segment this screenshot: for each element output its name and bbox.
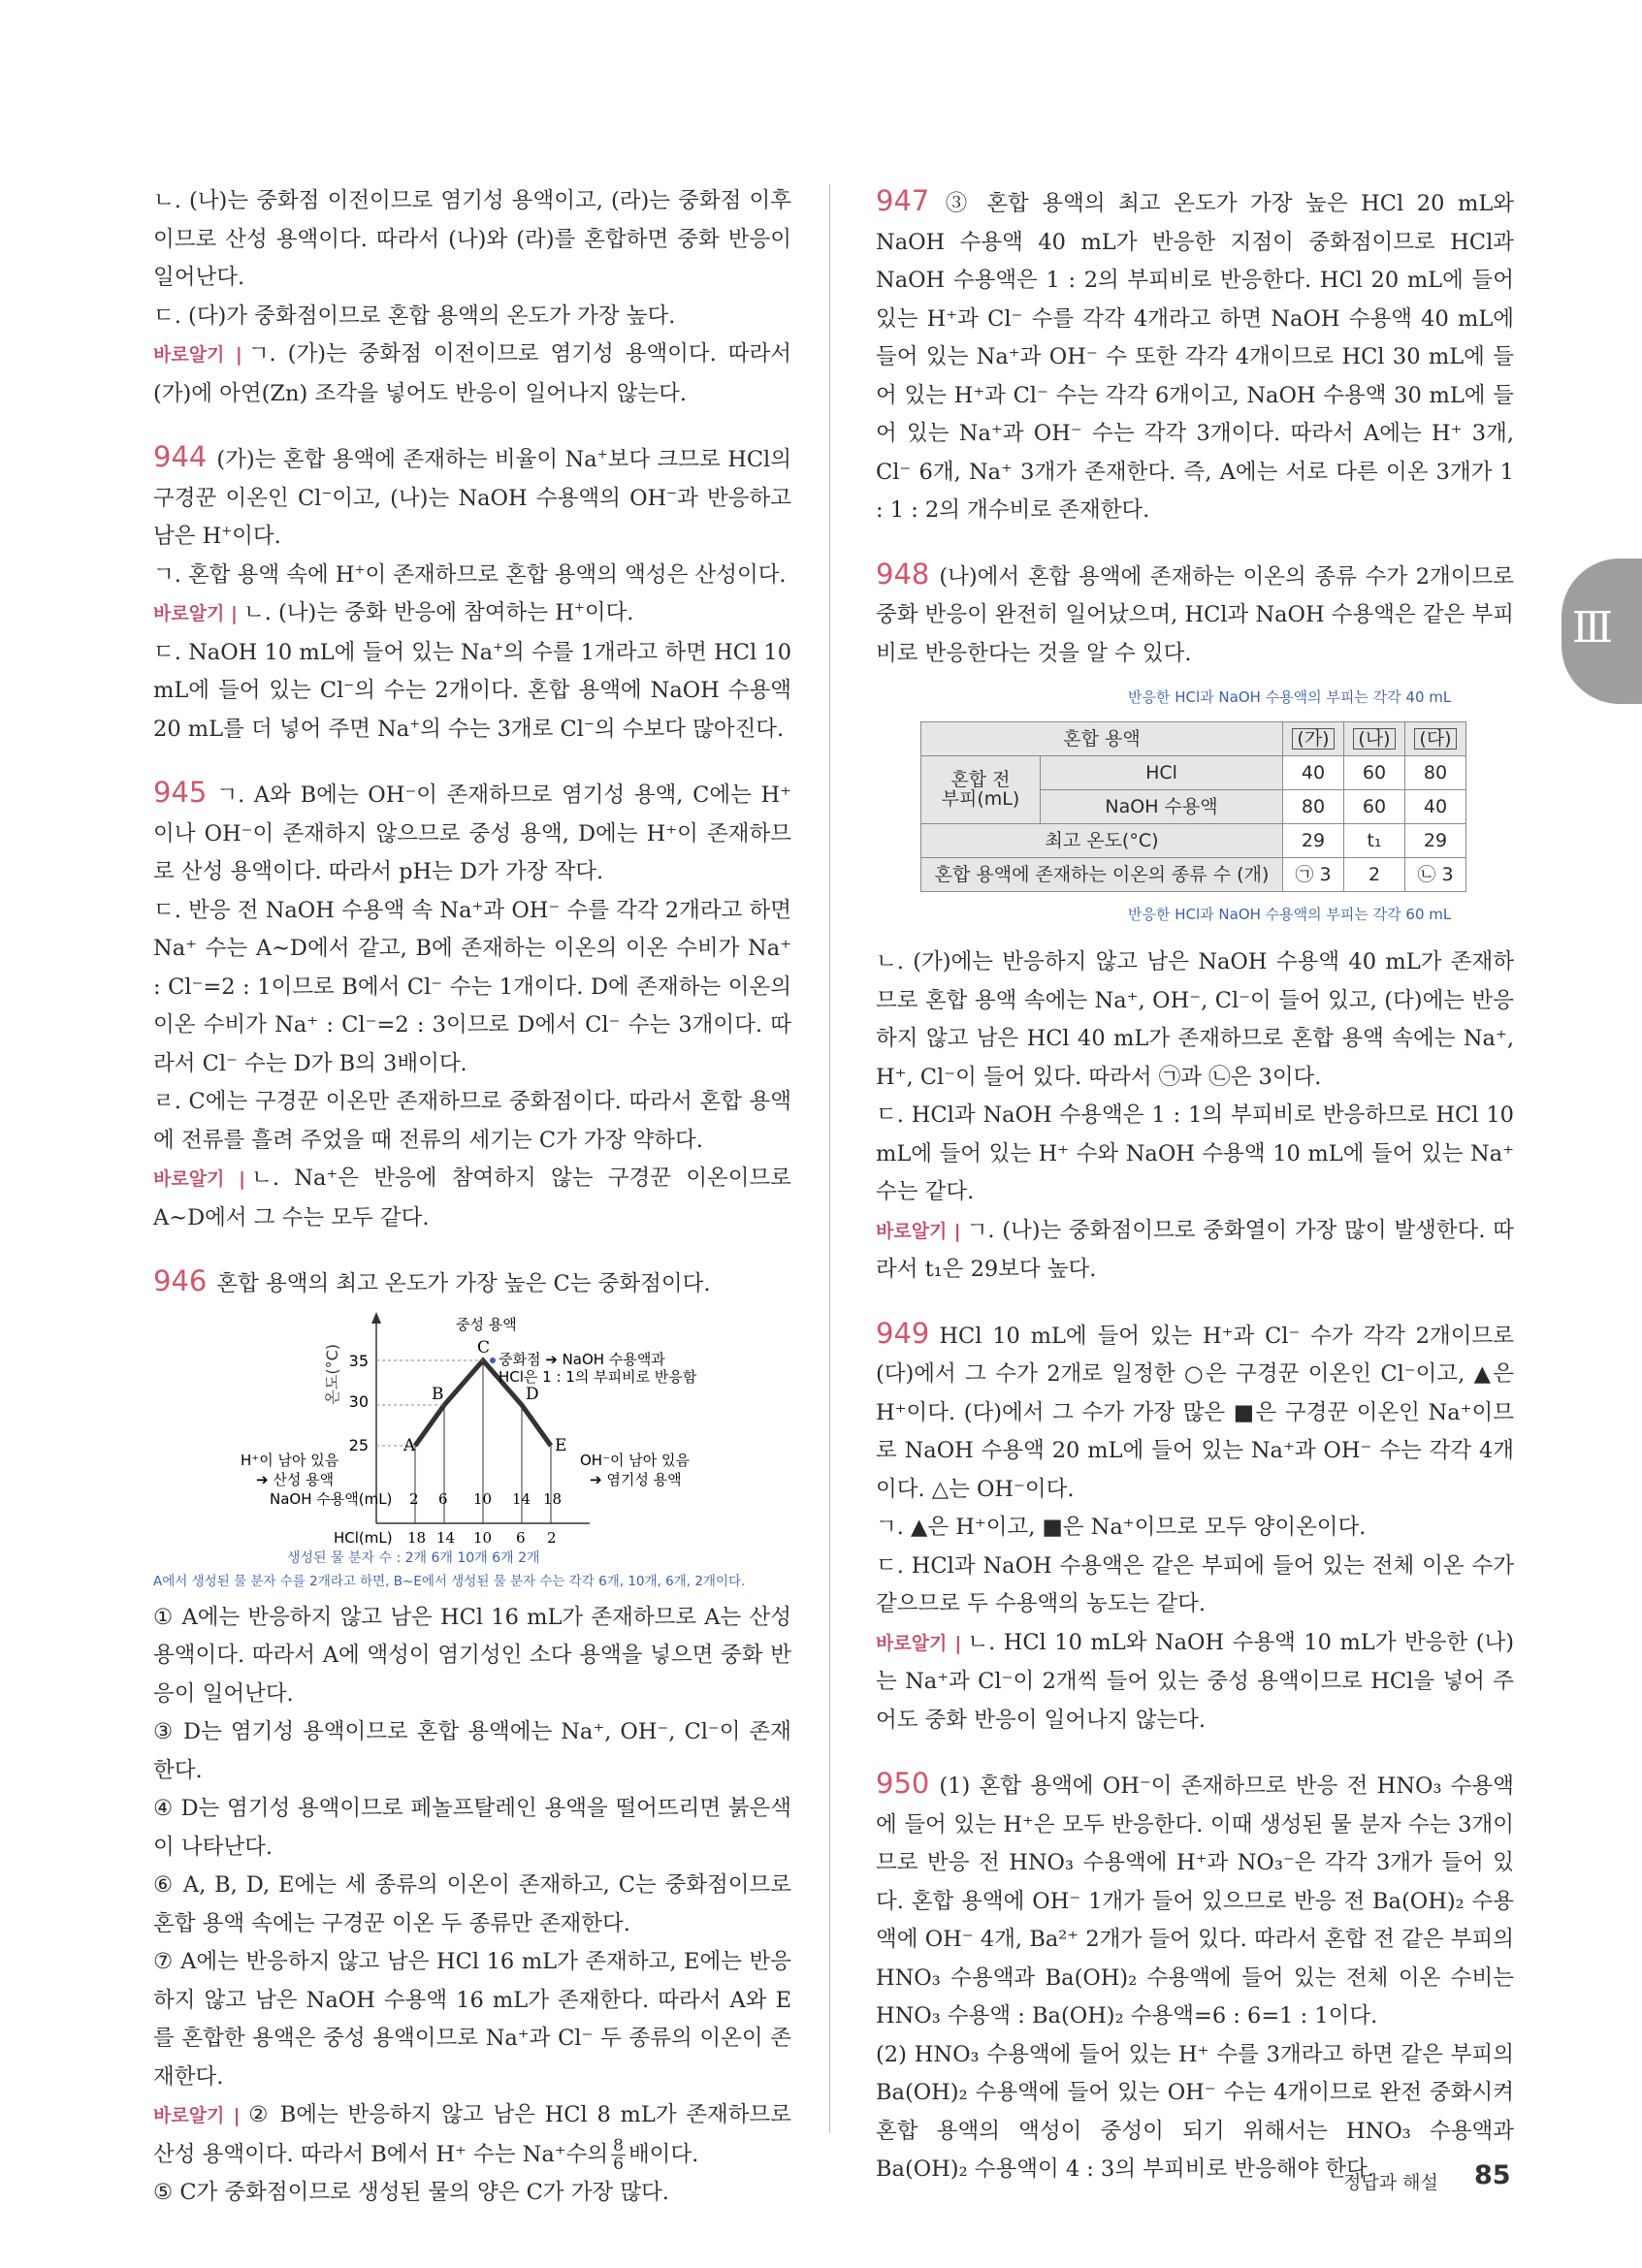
wrong-label: 바로알기 | xyxy=(153,344,242,366)
cell: 60 xyxy=(1344,755,1405,789)
q945-number: 945 xyxy=(153,776,208,809)
q948-table xyxy=(920,721,1466,892)
water-count: 생성된 물 분자 수 : 2개 6개 10개 6개 2개 xyxy=(287,1549,540,1566)
right-column xyxy=(876,182,1514,2189)
wrong-label: 바로알기 | xyxy=(153,603,238,624)
y-axis-label: 온도(°C) xyxy=(323,1343,341,1405)
chapter-tab-label: Ⅲ xyxy=(1571,603,1614,653)
q948-p3: ㄷ. HCl과 NaOH 수용액은 1 : 1의 부피비로 반응하므로 HCl 10 mL에 들어 있는 H⁺ 수와 NaOH 수용액 10 mL에 들어 있는 Na⁺ 수는 같다. xyxy=(876,1102,1514,1204)
cell: t₁ xyxy=(1344,823,1405,857)
naoh-val: 18 xyxy=(543,1489,563,1508)
table-head: (다) xyxy=(1414,728,1456,750)
q950-p1: 950 (1) 혼합 용액에 OH⁻이 존재하므로 반응 전 HNO₃ 수용액에 들어 있는 H⁺은 모두 반응한다. 이때 생성된 물 분자 수는 3개이므로 반응 전 HNO₃ 수용액에 H⁺과 NO₃⁻은 각각 3개가 들어 있다. 혼합 용액에 OH⁻ 1개가 들어 있으므로 반응 전 Ba(OH)₂ 수용액에 OH⁻ 4개, Ba²⁺ 2개가 들어 있다. 따라서 혼합 전 같은 부피의 HNO₃ 수용액과 Ba(OH)₂ 수용액에 들어 있는 전체 이온 수비는 HNO₃ 수용액 : Ba(OH)₂ 수용액=6 : 6=1 : 1이다. xyxy=(876,1767,1514,2028)
cell: 80 xyxy=(1283,789,1344,823)
q945-wrong: 바로알기 | ㄴ. Na⁺은 반응에 참여하지 않는 구경꾼 이온이므로 A~D에서 그 수는 모두 같다. xyxy=(153,1166,791,1230)
q946-p5: ⑤ C가 중화점이므로 생성된 물의 양은 C가 가장 많다. xyxy=(153,2180,669,2205)
note-acid-2: ➔ 산성 용액 xyxy=(256,1470,335,1488)
q946-intro: 946 혼합 용액의 최고 온도가 가장 높은 C는 중화점이다. xyxy=(153,1264,711,1297)
note-acid-1: H⁺이 남아 있음 xyxy=(241,1451,339,1469)
cell: 29 xyxy=(1283,823,1344,857)
cell: 40 xyxy=(1283,755,1344,789)
q944-g: ㄱ. 혼합 용액 속에 H+이 존재하므로 혼합 용액의 액성은 산성이다. xyxy=(153,561,787,588)
point-label: D xyxy=(526,1384,539,1404)
q950-number: 950 xyxy=(876,1767,930,1800)
hcl-val: 6 xyxy=(516,1528,526,1547)
q944-section xyxy=(153,438,791,749)
note-ratio: HCl은 1 : 1의 부피비로 반응함 xyxy=(499,1367,697,1386)
q949-p3: ㄷ. HCl과 NaOH 수용액은 같은 부피에 들어 있는 전체 이온 수가 같으므로 두 수용액의 농도는 같다. xyxy=(876,1552,1514,1616)
q944-number: 944 xyxy=(153,440,208,473)
cell: 2 xyxy=(1344,857,1405,891)
wrong-label: 바로알기 | xyxy=(153,2105,241,2126)
table-head: 혼합 용액 xyxy=(921,721,1283,755)
q944-wrong: 바로알기 | ㄴ. (나)는 중화 반응에 참여하는 H+이다. xyxy=(153,600,634,625)
q946-p3: ③ D는 염기성 용액이므로 혼합 용액에는 Na⁺, OH⁻, Cl⁻이 존재한다. xyxy=(153,1719,791,1783)
q949-text: 949 HCl 10 mL에 들어 있는 H⁺과 Cl⁻ 수가 각각 2개이므로 (다)에서 그 수가 2개로 일정한 ○은 구경꾼 이온인 Cl⁻이고, ▲은 H⁺이다. (다)에서 그 수가 가장 많은 ■은 구경꾼 이온인 Na⁺이므로 NaOH 수용액 20 mL에 들어 있는 Na⁺과 OH⁻ 수는 각각 4개이다. △는 OH⁻이다. xyxy=(876,1316,1514,1502)
wrong-label: 바로알기 | xyxy=(876,1220,961,1242)
hcl-label: HCl(mL) xyxy=(334,1528,393,1547)
q943-tail-2: ㄷ. (다)가 중화점이므로 혼합 용액의 온도가 가장 높다. xyxy=(153,303,676,329)
naoh-val: 2 xyxy=(409,1489,419,1508)
q950-section xyxy=(876,1765,1514,2189)
table-head: (가) xyxy=(1292,728,1334,750)
q949-p2: ㄱ. ▲은 H⁺이고, ■은 Na⁺이므로 모두 양이온이다. xyxy=(876,1515,1367,1540)
point-label: C xyxy=(477,1337,491,1358)
note-base-2: ➔ 염기성 용액 xyxy=(590,1470,682,1488)
naoh-val: 10 xyxy=(473,1489,493,1508)
q944-d: ㄷ. NaOH 10 mL에 들어 있는 Na+의 수를 1개라고 하면 HCl 10 mL에 들어 있는 Cl−의 수는 2개이다. 혼합 용액에 NaOH 수용액 20 mL를 더 넣어 주면 Na+의 수는 3개로 Cl−의 수보다 많아진다. xyxy=(153,639,792,742)
q946-temperature-graph xyxy=(153,1310,791,1593)
q943-tail-1: ㄴ. (나)는 중화점 이전이므로 염기성 용액이고, (라)는 중화점 이후이므로 산성 용액이다. 따라서 (나)와 (라)를 혼합하면 중화 반응이 일어난다. xyxy=(153,188,791,290)
cell: ㉡ 3 xyxy=(1405,857,1466,891)
note-dot xyxy=(490,1358,496,1363)
naoh-label: NaOH 수용액(mL) xyxy=(270,1489,393,1508)
q945-section xyxy=(153,774,791,1237)
row-label: 혼합 용액에 존재하는 이온의 종류 수 (개) xyxy=(921,857,1283,891)
naoh-val: 6 xyxy=(438,1489,448,1508)
left-column xyxy=(153,182,791,2213)
row-label: NaOH 수용액 xyxy=(1041,789,1283,823)
cell: 40 xyxy=(1405,789,1466,823)
y-tick: 30 xyxy=(348,1391,369,1411)
hcl-val: 14 xyxy=(436,1528,456,1547)
q946-p1: ① A에는 반응하지 않고 남은 HCl 16 mL가 존재하므로 A는 산성 용액이다. 따라서 A에 액성이 염기성인 소다 용액을 넣으면 중화 반응이 일어난다. xyxy=(153,1604,791,1707)
q944-intro: 944 (가)는 혼합 용액에 존재하는 비율이 Na+보다 크므로 HCl의 구경꾼 이온인 Cl−이고, (나)는 NaOH 수용액의 OH−과 반응하고 남은 H+이다. xyxy=(153,440,792,549)
point-label: E xyxy=(555,1435,567,1455)
q948-p2: ㄴ. (가)에는 반응하지 않고 남은 NaOH 수용액 40 mL가 존재하므로 혼합 용액 속에는 Na⁺, OH⁻, Cl⁻이 들어 있고, (다)에는 반응하지 않고 남은 HCl 40 mL가 존재하므로 혼합 용액 속에는 Na⁺, H⁺, Cl⁻이 들어 있다. 따라서 ㉠과 ㉡은 3이다. xyxy=(876,949,1514,1090)
cell: 60 xyxy=(1344,789,1405,823)
q947-text: 947 ③ 혼합 용액의 최고 온도가 가장 높은 HCl 20 mL와 NaOH 수용액 40 mL가 반응한 지점이 중화점이므로 HCl과 NaOH 수용액은 1 : 2의 부피비로 반응한다. HCl 20 mL에 들어 있는 H⁺과 Cl⁻ 수를 각각 4개라고 하면 NaOH 수용액 40 mL에 들어 있는 Na⁺과 OH⁻ 수 또한 각각 4개이므로 HCl 30 mL에 들어 있는 H⁺과 Cl⁻ 수는 각각 6개이고, NaOH 수용액 30 mL에 들어 있는 Na⁺과 OH⁻ 수는 각각 3개이다. 따라서 A에는 H⁺ 3개, Cl⁻ 6개, Na⁺ 3개가 존재한다. 즉, A에는 서로 다른 이온 3개가 1 : 1 : 2의 개수비로 존재한다. xyxy=(876,184,1514,523)
group-label: 혼합 전 xyxy=(950,769,1011,790)
q946-number: 946 xyxy=(153,1264,208,1297)
row-label: 최고 온도(°C) xyxy=(921,823,1283,857)
q948-section xyxy=(876,556,1514,1290)
page-number: 85 xyxy=(1474,2160,1511,2190)
y-axis-arrow xyxy=(371,1312,381,1324)
q943-wrong-text: ㄱ. (가)는 중화점 이전이므로 염기성 용액이다. 따라서 (가)에 아연(Zn) 조각을 넣어도 반응이 일어나지 않는다. xyxy=(153,341,791,406)
q946-p6: ⑥ A, B, D, E에는 세 종류의 이온이 존재하고, C는 중화점이므로 혼합 용액 속에는 구경꾼 이온 두 종류만 존재한다. xyxy=(153,1872,791,1936)
column-divider xyxy=(829,184,830,2133)
y-tick: 35 xyxy=(348,1351,369,1370)
q946-p4: ④ D는 염기성 용액이므로 페놀프탈레인 용액을 떨어뜨리면 붉은색이 나타난다. xyxy=(153,1796,791,1860)
q948-intro: 948 (나)에서 혼합 용액에 존재하는 이온의 종류 수가 2개이므로 중화 반응이 완전히 일어났으며, HCl과 NaOH 수용액은 같은 부피비로 반응한다는 것을 알 수 있다. xyxy=(876,557,1514,666)
q949-section xyxy=(876,1315,1514,1741)
hcl-val: 10 xyxy=(473,1528,493,1547)
group-label: 부피(mL) xyxy=(941,788,1020,810)
wrong-label: 바로알기 | xyxy=(153,1168,246,1190)
cell: 80 xyxy=(1405,755,1466,789)
q945-p3: ㄹ. C에는 구경꾼 이온만 존재하므로 중화점이다. 따라서 혼합 용액에 전류를 흘려 주었을 때 전류의 세기는 C가 가장 약하다. xyxy=(153,1089,791,1153)
q946-wrong: 바로알기 | ② B에는 반응하지 않고 남은 HCl 8 mL가 존재하므로 산성 용액이다. 따라서 B에서 H⁺ 수는 Na⁺수의 $\frac{8}{6}$ 배이다. xyxy=(153,2102,791,2174)
q947-number: 947 xyxy=(876,184,930,217)
cell: 29 xyxy=(1405,823,1466,857)
table-head: (나) xyxy=(1353,728,1395,750)
hcl-val: 2 xyxy=(547,1528,557,1547)
q945-p2: ㄷ. 반응 전 NaOH 수용액 속 Na⁺과 OH⁻ 수를 각각 2개라고 하면 Na⁺ 수는 A~D에서 같고, B에 존재하는 이온의 이온 수비가 Na⁺ : Cl⁻=2 : 1이므로 B에서 Cl⁻ 수는 1개이다. D에 존재하는 이온의 이온 수비가 Na⁺ : Cl⁻=2 : 3이므로 D에서 Cl⁻ 수는 3개이다. 따라서 Cl⁻ 수는 D가 B의 3배이다. xyxy=(153,897,791,1076)
wrong-label: 바로알기 | xyxy=(876,1632,962,1654)
q943-wrong xyxy=(153,335,791,413)
naoh-val: 14 xyxy=(512,1489,531,1508)
footer-label: 정답과 해설 xyxy=(1343,2172,1438,2193)
q949-number: 949 xyxy=(876,1316,930,1350)
q948-wrong: 바로알기 | ㄱ. (나)는 중화점이므로 중화열이 가장 많이 발생한다. 따라서 t₁은 29보다 높다. xyxy=(876,1217,1514,1282)
note-neutral: 중성 용액 xyxy=(456,1315,517,1333)
note-neutral-point: 중화점 ➔ NaOH 수용액과 xyxy=(499,1350,665,1368)
note-base-1: OH⁻이 남아 있음 xyxy=(580,1451,690,1469)
q946-section xyxy=(153,1262,791,2213)
cell: ㉠ 3 xyxy=(1283,857,1344,891)
figure-caption: A에서 생성된 물 분자 수를 2개라고 하면, B~E에서 생성된 물 분자 수는 각각 6개, 10개, 6개, 2개이다. xyxy=(153,1573,746,1589)
q949-wrong: 바로알기 | ㄴ. HCl 10 mL와 NaOH 수용액 10 mL가 반응한 (나)는 Na⁺과 Cl⁻이 2개씩 들어 있는 중성 용액이므로 HCl을 넣어 주어도 중화 반응이 일어나지 않는다. xyxy=(876,1629,1514,1733)
hcl-val: 18 xyxy=(407,1528,427,1547)
q945-p1: 945 ㄱ. A와 B에는 OH⁻이 존재하므로 염기성 용액, C에는 H⁺이나 OH⁻이 존재하지 않으므로 중성 용액, D에는 H⁺이 존재하므로 산성 용액이다. 따라서 pH는 D가 가장 작다. xyxy=(153,776,791,884)
point-label: A xyxy=(403,1435,416,1455)
y-tick: 25 xyxy=(348,1435,369,1454)
row-label: HCl xyxy=(1041,755,1283,789)
fraction: $\frac{8}{6}$ xyxy=(613,2136,624,2174)
annot-bottom: 반응한 HCl과 NaOH 수용액의 부피는 각각 60 mL xyxy=(1128,905,1452,923)
q948-number: 948 xyxy=(876,557,930,591)
point-label: B xyxy=(432,1384,444,1404)
annot-top: 반응한 HCl과 NaOH 수용액의 부피는 각각 40 mL xyxy=(1128,688,1452,706)
q946-p7: ⑦ A에는 반응하지 않고 남은 HCl 16 mL가 존재하고, E에는 반응하지 않고 남은 NaOH 수용액 16 mL가 존재한다. 따라서 A와 E를 혼합한 용액은 중성 용액이므로 Na⁺과 Cl⁻ 두 종류의 이온이 존재한다. xyxy=(153,1949,791,2090)
q950-p2: (2) HNO₃ 수용액에 들어 있는 H⁺ 수를 3개라고 하면 같은 부피의 Ba(OH)₂ 수용액에 들어 있는 OH⁻ 수는 4개이므로 완전 중화시켜 혼합 용액의 액성이 중성이 되기 위해서는 HNO₃ 수용액과 Ba(OH)₂ 수용액이 4 : 3의 부피비로 반응해야 한다. xyxy=(876,2041,1514,2182)
